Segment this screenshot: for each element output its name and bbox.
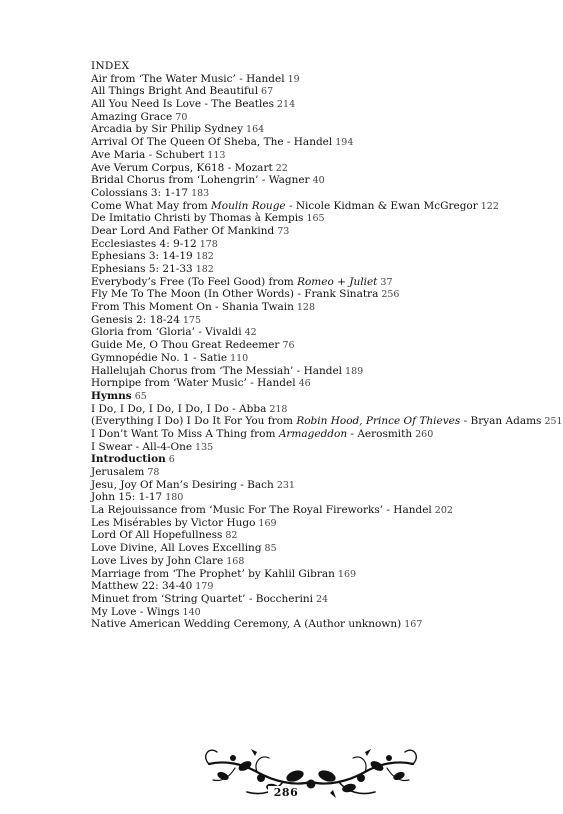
entry-page-number: 140: [182, 606, 201, 618]
entry-page-number: 85: [264, 543, 277, 555]
entry-page-number: 76: [282, 340, 295, 352]
entry-page-number: 178: [199, 238, 218, 250]
index-entry: [91, 593, 541, 606]
entry-title-suffix: - Nicole Kidman & Ewan McGregor: [285, 199, 478, 212]
entry-title: Guide Me, O Thou Great Redeemer: [91, 339, 280, 352]
index-entry: [91, 276, 541, 289]
entry-title: Marriage from ‘The Prophet’ by Kahlil Gibran: [91, 567, 335, 580]
index-entry: [91, 491, 541, 504]
index-entry: [91, 555, 541, 568]
index-entry: [91, 479, 541, 492]
entry-page-number: 37: [380, 276, 393, 288]
entry-italic-title: Romeo + Juliet: [297, 275, 378, 288]
index-entry: [91, 568, 541, 581]
entry-page-number: 73: [277, 225, 290, 237]
entry-page-number: 78: [147, 467, 160, 478]
entry-title: From This Moment On - Shania Twain: [91, 301, 294, 314]
entry-title: Hallelujah Chorus from ‘The Messiah’ - Handel: [91, 364, 343, 377]
index-entry: [91, 73, 541, 86]
entry-title: Lord Of All Hopefullness: [91, 529, 223, 542]
index-list: [91, 60, 563, 631]
index-entry: [91, 288, 541, 301]
index-entry: [91, 529, 541, 542]
entry-title: Jerusalem: [91, 466, 145, 478]
index-entry: [91, 390, 541, 403]
entry-page-number: 65: [134, 390, 147, 402]
entry-page-number: 46: [298, 378, 311, 390]
entry-title: Dear Lord And Father Of Mankind: [91, 224, 275, 237]
index-entry: [91, 123, 541, 136]
index-entry: [91, 136, 541, 149]
entry-title: Matthew 22: 34-40: [91, 580, 193, 593]
index-entry: [91, 606, 541, 619]
entry-title: Love Divine, All Loves Excelling: [91, 542, 262, 555]
entry-page-number: 251: [544, 416, 563, 428]
entry-italic-title: Robin Hood, Prince Of Thieves: [296, 415, 461, 428]
entry-page-number: 122: [480, 200, 499, 212]
entry-title: I Do, I Do, I Do, I Do, I Do - Abba: [91, 402, 267, 415]
entry-page-number: 167: [404, 619, 423, 631]
index-entry: [91, 352, 541, 365]
entry-page-number: 202: [434, 505, 453, 517]
entry-title: Hornpipe from ‘Water Music’ - Handel: [91, 377, 296, 390]
index-entry: [91, 225, 541, 238]
entry-title: I Swear - All-4-One: [91, 440, 193, 453]
index-entry: [91, 85, 541, 98]
entry-page-number: 67: [261, 86, 274, 98]
index-entry: [91, 466, 541, 479]
entry-title: John 15: 1-17: [91, 491, 163, 504]
entry-page-number: 128: [296, 302, 315, 314]
index-entry: [91, 441, 541, 454]
entry-title: Ave Verum Corpus, K618 - Mozart: [91, 161, 273, 174]
index-entry: [91, 238, 541, 251]
entry-page-number: 22: [275, 162, 288, 174]
entry-page-number: 24: [316, 593, 329, 605]
index-entry: [91, 339, 541, 352]
entry-title: All You Need Is Love - The Beatles: [91, 98, 274, 111]
entry-title: Introduction: [91, 453, 166, 466]
index-entry: [91, 517, 541, 530]
entry-title-suffix: - Bryan Adams: [460, 415, 542, 428]
entry-title: Air from ‘The Water Music’ - Handel: [91, 72, 285, 85]
entry-title: Arcadia by Sir Philip Sydney: [91, 123, 244, 136]
entry-title: Come What May from: [91, 199, 212, 212]
index-entry: [91, 618, 541, 631]
index-entry: [91, 377, 541, 390]
index-entry: [91, 428, 541, 441]
entry-title: Jesu, Joy Of Man’s Desiring - Bach: [91, 478, 274, 491]
entry-title: Ephesians 5: 21-33: [91, 263, 193, 275]
index-entry: [91, 98, 541, 111]
entry-title: My Love - Wings: [91, 605, 180, 618]
entry-page-number: 182: [195, 264, 214, 275]
entry-italic-title: Moulin Rouge: [211, 199, 286, 212]
entry-title: Arrival Of The Queen Of Sheba, The - Handel: [91, 136, 333, 149]
index-entry: [91, 415, 563, 428]
entry-title: Amazing Grace: [91, 110, 173, 123]
index-entry: [91, 174, 541, 187]
index-entry: [91, 301, 541, 314]
entry-title: Ephesians 3: 14-19: [91, 250, 193, 263]
entry-title: Colossians 3: 1-17: [91, 186, 189, 199]
entry-page-number: 231: [276, 479, 295, 491]
entry-page-number: 183: [191, 187, 210, 199]
entry-page-number: 164: [246, 124, 265, 136]
index-entry: [91, 365, 541, 378]
entry-page-number: 6: [168, 454, 175, 466]
index-entry: [91, 580, 541, 593]
index-entry: [91, 542, 541, 555]
entry-page-number: 169: [258, 517, 277, 529]
index-entries: [91, 72, 563, 631]
entry-title: Everybody’s Free (To Feel Good) from: [91, 275, 298, 288]
entry-page-number: 19: [287, 73, 300, 85]
entry-title: Genesis 2: 18-24: [91, 313, 180, 326]
entry-title: Minuet from ‘String Quartet’ - Boccherini: [91, 592, 314, 605]
entry-title-suffix: - Aerosmith: [347, 427, 413, 440]
entry-title: Bridal Chorus from ‘Lohengrin’ - Wagner: [91, 174, 310, 187]
entry-title: Fly Me To The Moon (In Other Words) - Frank Sinatra: [91, 288, 379, 301]
entry-page-number: 113: [207, 149, 226, 161]
index-entry: [91, 504, 541, 517]
entry-title: Hymns: [91, 389, 132, 402]
entry-title: All Things Bright And Beautiful: [91, 85, 259, 98]
entry-page-number: 42: [244, 327, 257, 339]
entry-page-number: 40: [312, 175, 325, 187]
entry-page-number: 70: [175, 111, 188, 123]
index-heading: INDEX: [91, 60, 130, 72]
entry-title: Ave Maria - Schubert: [91, 148, 205, 161]
entry-title: Ecclesiastes 4: 9-12: [91, 237, 197, 250]
entry-title: Gymnopédie No. 1 - Satie: [91, 351, 228, 364]
entry-title: I Don’t Want To Miss A Thing from: [91, 427, 279, 440]
index-entry: [91, 250, 541, 263]
entry-page-number: 214: [276, 99, 296, 111]
index-entry: [91, 314, 541, 327]
entry-title: Native American Wedding Ceremony, A (Author unknown): [91, 618, 402, 631]
entry-title: La Rejouissance from ‘Music For The Royal Fireworks’ - Handel: [91, 504, 432, 517]
index-entry: [91, 403, 541, 416]
entry-page-number: 182: [195, 251, 214, 263]
entry-page-number: 169: [337, 568, 357, 580]
entry-page-number: 82: [225, 530, 238, 542]
entry-page-number: 168: [226, 555, 245, 567]
entry-title: (Everything I Do) I Do It For You from: [91, 415, 297, 428]
entry-title: Les Misérables by Victor Hugo: [91, 516, 256, 529]
index-entry: [91, 326, 541, 339]
entry-page-number: 135: [195, 441, 214, 453]
entry-page-number: 260: [415, 428, 434, 440]
entry-page-number: 189: [345, 365, 364, 377]
entry-page-number: 256: [381, 289, 400, 301]
index-entry: [91, 149, 541, 162]
entry-page-number: 218: [269, 403, 288, 415]
entry-title: Gloria from ‘Gloria’ - Vivaldi: [91, 326, 242, 339]
index-entry: [91, 162, 541, 175]
index-entry: [91, 212, 541, 225]
entry-italic-title: Armageddon: [278, 427, 348, 440]
index-entry: [91, 187, 541, 200]
entry-page-number: 194: [335, 137, 354, 149]
entry-page-number: 179: [195, 581, 214, 593]
page-number: 286: [0, 786, 560, 799]
entry-page-number: 175: [182, 314, 202, 326]
index-entry: [91, 453, 541, 466]
index-entry: [91, 263, 541, 276]
entry-page-number: 110: [230, 352, 249, 364]
entry-page-number: 180: [165, 492, 184, 504]
index-entry: [91, 200, 541, 213]
entry-page-number: 165: [306, 213, 325, 225]
entry-title: Love Lives by John Clare: [91, 554, 224, 567]
index-entry: [91, 111, 541, 124]
entry-title: De Imitatio Christi by Thomas à Kempis: [91, 212, 304, 225]
